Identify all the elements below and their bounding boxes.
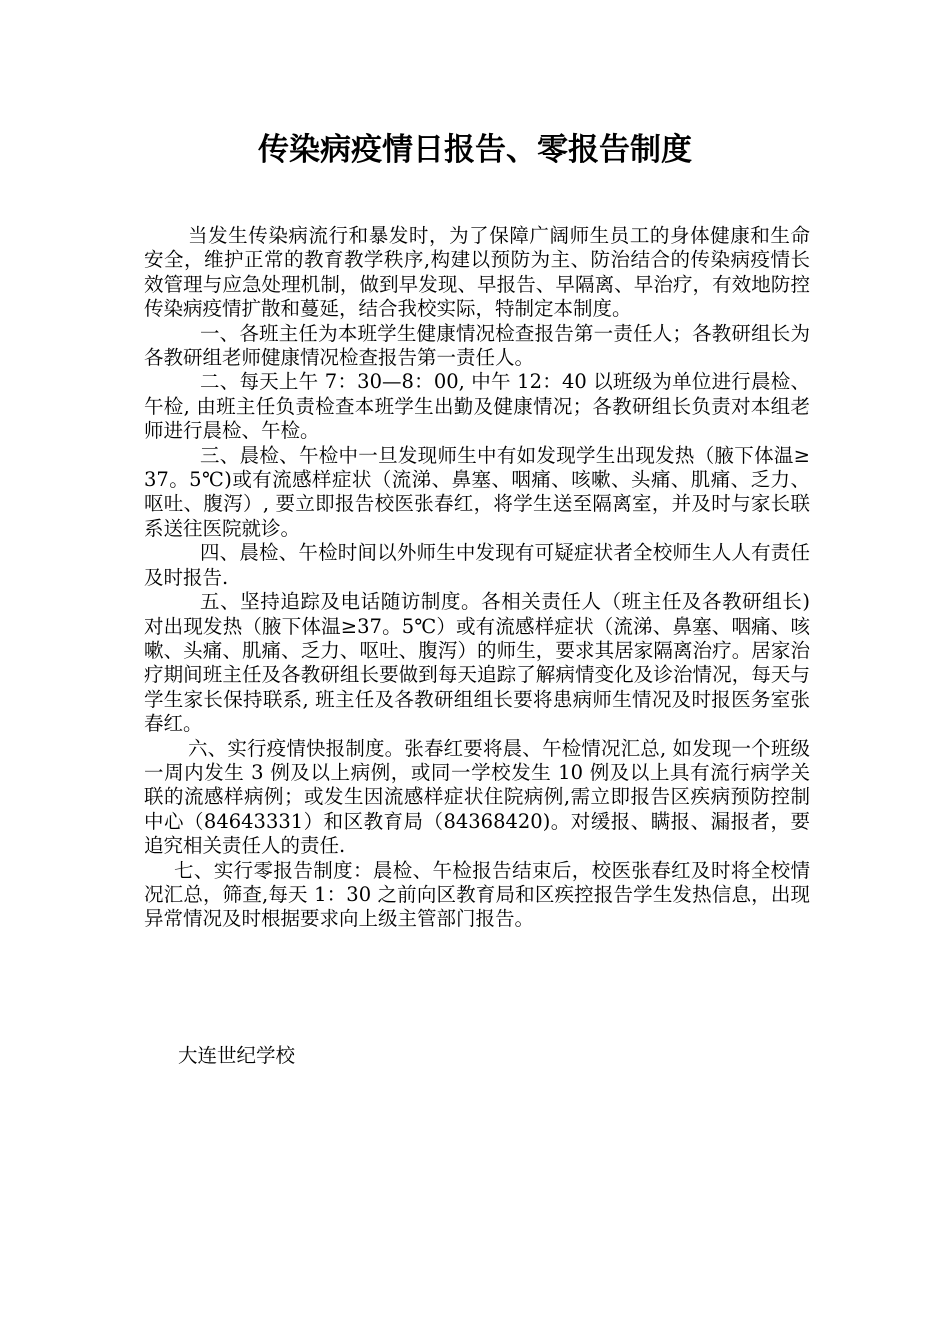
school-signature: 大连世纪学校 bbox=[178, 1044, 296, 1067]
intro-paragraph: 当发生传染病流行和暴发时，为了保障广阔师生员工的身体健康和生命安全，维护正常的教育教学秩序,构建以预防为主、防治结合的传染病疫情长效管理与应急处理机制，做到早发现、早报告、早隔离、早治疗，有效地防控传染病疫情扩散和蔓延，结合我校实际，特制定本制度。 bbox=[144, 224, 810, 321]
rule-paragraph-5: 五、坚持追踪及电话随访制度。各相关责任人（班主任及各教研组长)对出现发热（腋下体温≥37。5℃）或有流感样症状（流涕、鼻塞、咽痛、咳嗽、头痛、肌痛、乏力、呕吐、腹泻）的师生，要求其居家隔离治疗。居家治疗期间班主任及各教研组长要做到每天追踪了解病情变化及诊治情况，每天与学生家长保持联系, 班主任及各教研组组长要将患病师生情况及时报医务室张春红。 bbox=[144, 590, 810, 736]
rule-paragraph-4: 四、晨检、午检时间以外师生中发现有可疑症状者全校师生人人有责任及时报告. bbox=[144, 541, 810, 589]
rule-paragraph-1: 一、各班主任为本班学生健康情况检查报告第一责任人；各教研组长为各教研组老师健康情况检查报告第一责任人。 bbox=[144, 321, 810, 370]
rule-paragraph-6: 六、实行疫情快报制度。张春红要将晨、午检情况汇总, 如发现一个班级一周内发生 3 例及以上病例，或同一学校发生 10 例及以上具有流行病学关联的流感样病例；或发生因流感样症状住院病例,需立即报告区疾病预防控制中心（84643331）和区教育局（84368420)。对缓报、瞒报、漏报者，要追究相关责任人的责任. bbox=[144, 736, 810, 858]
rule-paragraph-2: 二、每天上午 7：30—8：00, 中午 12：40 以班级为单位进行晨检、午检, 由班主任负责检查本班学生出勤及健康情况；各教研组长负责对本组老师进行晨检、午检。 bbox=[144, 370, 810, 443]
document-title: 传染病疫情日报告、零报告制度 bbox=[258, 132, 692, 168]
document-body bbox=[144, 224, 810, 932]
rule-paragraph-7: 七、实行零报告制度：晨检、午检报告结束后，校医张春红及时将全校情况汇总，筛查,每天 1：30 之前向区教育局和区疾控报告学生发热信息，出现异常情况及时根据要求向上级主管部门报告。 bbox=[144, 858, 810, 931]
rule-paragraph-3: 三、晨检、午检中一旦发现师生中有如发现学生出现发热（腋下体温≥37。5℃)或有流感样症状（流涕、鼻塞、咽痛、咳嗽、头痛、肌痛、乏力、呕吐、腹泻）, 要立即报告校医张春红，将学生送至隔离室，并及时与家长联系送往医院就诊。 bbox=[144, 443, 810, 540]
